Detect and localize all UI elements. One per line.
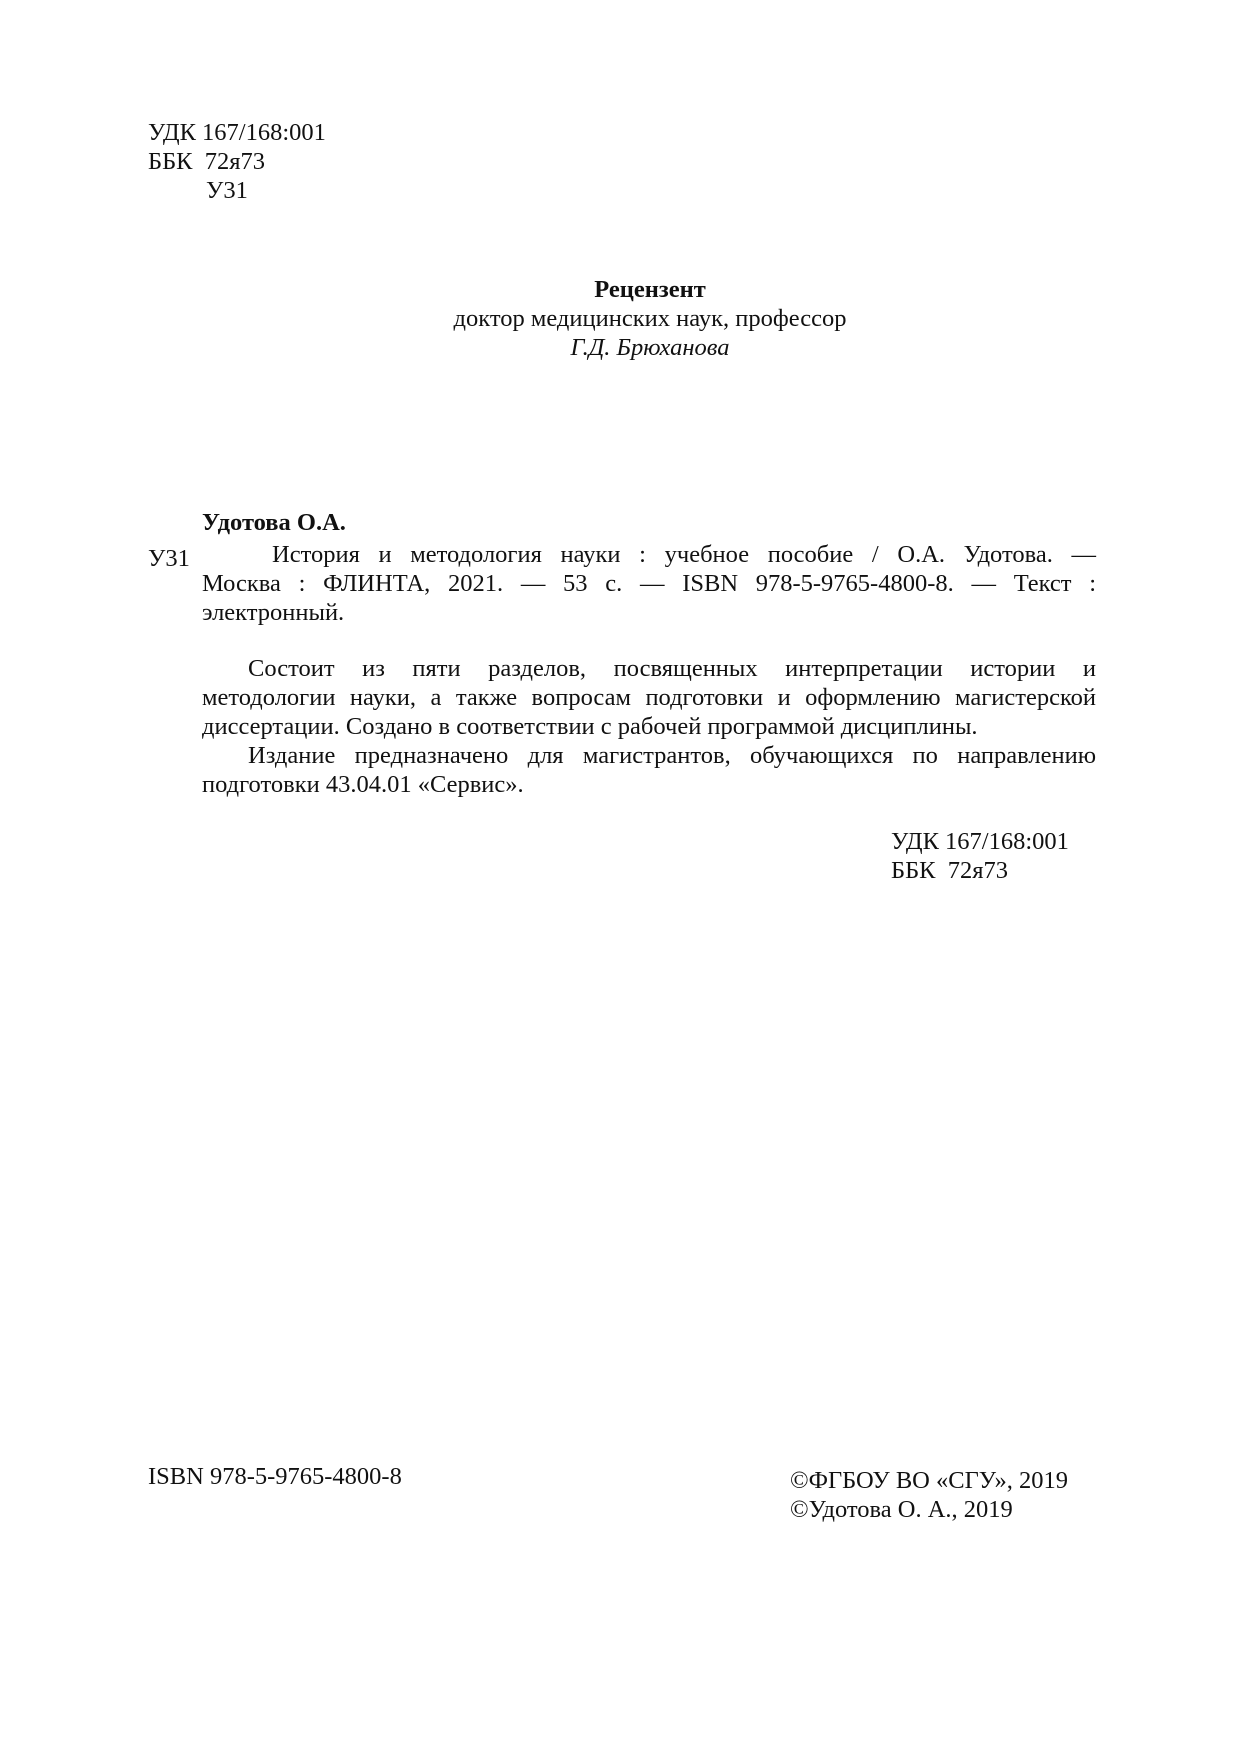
udk-code: УДК 167/168:001: [891, 828, 1069, 855]
bbk-code: ББК 72я73: [891, 857, 1008, 884]
annotation-line: Издание предназначено для магистрантов, обучающихся по направлению: [248, 742, 1096, 769]
copyrights: [790, 1466, 1068, 1524]
copyright-org: ©ФГБОУ ВО «СГУ», 2019: [790, 1467, 1069, 1494]
bbk-code: ББК 72я73: [148, 148, 265, 175]
reviewer-heading: Рецензент: [594, 276, 706, 303]
author-mark: У31: [206, 177, 248, 204]
bottom-classification-codes: [891, 827, 1069, 885]
top-classification-codes: [148, 118, 326, 205]
reviewer-block: [0, 275, 1241, 362]
annotation-line: методологии науки, а также вопросам подготовки и оформлению магистерской: [202, 684, 1096, 711]
annotation-line: Состоит из пяти разделов, посвященных интерпретации истории и: [248, 655, 1096, 682]
udk-code: УДК 167/168:001: [148, 119, 326, 146]
reviewer-position: доктор медицинских наук, профессор: [453, 305, 847, 332]
reviewer-name: Г.Д. Брюханова: [570, 334, 730, 361]
bibliographic-line: электронный.: [202, 599, 345, 626]
copyright-author: ©Удотова О. А., 2019: [790, 1496, 1013, 1523]
annotation: [202, 654, 1096, 799]
bibliographic-line: История и методология науки : учебное пособие / О.А. Удотова. —: [272, 541, 1096, 568]
bibliographic-author-mark: У31: [148, 545, 190, 572]
annotation-line: подготовки 43.04.01 «Сервис».: [202, 771, 524, 798]
isbn: ISBN 978-5-9765-4800-8: [148, 1463, 402, 1490]
annotation-line: диссертации. Создано в соответствии с рабочей программой дисциплины.: [202, 713, 978, 740]
author-heading: Удотова О.А.: [202, 509, 346, 536]
bibliographic-description: [202, 540, 1096, 627]
bibliographic-line: Москва : ФЛИНТА, 2021. — 53 с. — ISBN 978-5-9765-4800-8. — Текст :: [202, 570, 1096, 597]
